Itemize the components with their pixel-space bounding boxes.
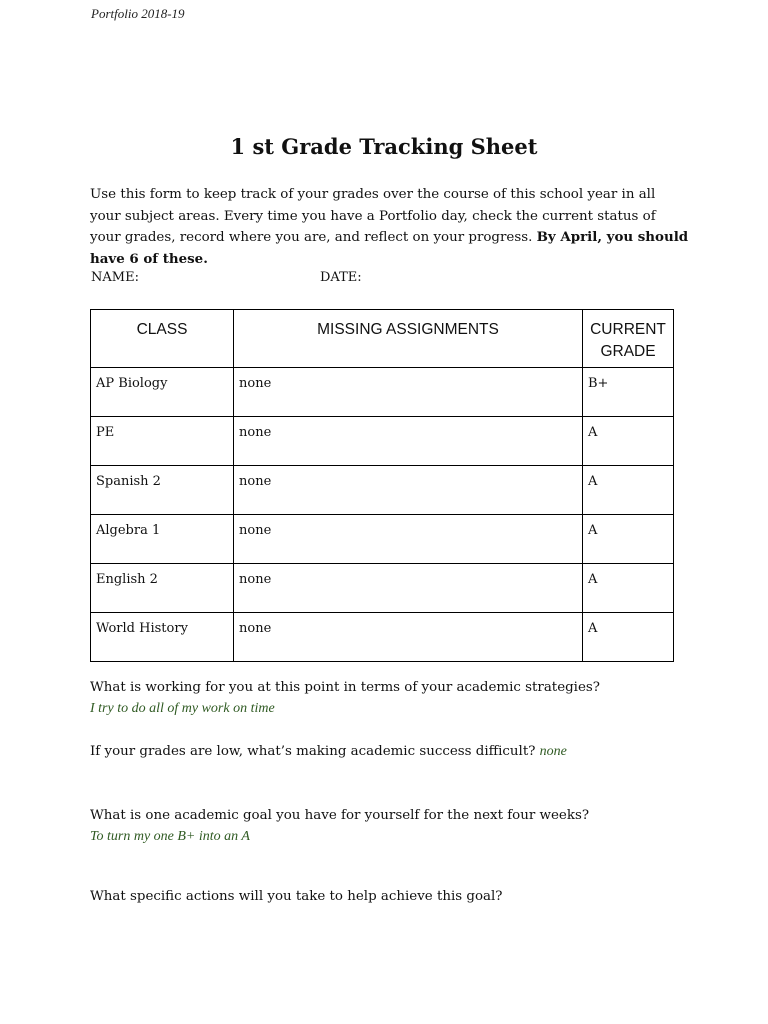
class-cell: AP Biology (91, 368, 234, 417)
missing-cell: none (234, 515, 583, 564)
answer-text: To turn my one B+ into an A (90, 829, 250, 844)
question-text: What is working for you at this point in terms of your academic strategies? (90, 680, 600, 695)
page-title: 1 st Grade Tracking Sheet (230, 134, 538, 159)
class-cell: PE (91, 417, 234, 466)
class-cell: Algebra 1 (91, 515, 234, 564)
missing-cell: none (234, 564, 583, 613)
missing-cell: none (234, 613, 583, 662)
date-label: DATE: (320, 270, 362, 285)
header-note: Portfolio 2018-19 (91, 6, 185, 21)
question-text: What is one academic goal you have for yourself for the next four weeks? (90, 808, 589, 823)
table-row (91, 515, 674, 564)
table-row (91, 368, 674, 417)
name-label: NAME: (91, 270, 139, 285)
class-cell: World History (91, 613, 234, 662)
question-actions (90, 886, 502, 907)
table-row (91, 564, 674, 613)
question-text: What specific actions will you take to help achieve this goal? (90, 889, 503, 904)
grade-cell: A (583, 613, 674, 662)
question-goal (90, 805, 589, 847)
missing-cell: none (234, 368, 583, 417)
table-row (91, 417, 674, 466)
intro-text: Use this form to keep track of your grades over the course of this school year in all your subject areas. Every time you have a Portfolio day, check the current status of your grades, record where you are, and reflect on your progress. (90, 187, 656, 245)
missing-cell: none (234, 417, 583, 466)
grade-table (90, 309, 674, 662)
answer-text: none (539, 744, 567, 759)
table-row (91, 466, 674, 515)
column-header-grade: CURRENT GRADE (583, 310, 674, 368)
grade-cell: A (583, 515, 674, 564)
class-cell: English 2 (91, 564, 234, 613)
column-header-missing: MISSING ASSIGNMENTS (234, 310, 583, 368)
answer-text: I try to do all of my work on time (90, 701, 275, 716)
question-text: If your grades are low, what’s making academic success difficult? (90, 744, 536, 759)
missing-cell: none (234, 466, 583, 515)
class-cell: Spanish 2 (91, 466, 234, 515)
question-difficulty (90, 741, 567, 762)
intro-paragraph (90, 184, 690, 270)
grade-cell: A (583, 564, 674, 613)
column-header-class: CLASS (91, 310, 234, 368)
grade-cell: A (583, 417, 674, 466)
table-header-row (91, 310, 674, 368)
table-row (91, 613, 674, 662)
grade-cell: A (583, 466, 674, 515)
grade-cell: B+ (583, 368, 674, 417)
question-strategies (90, 677, 600, 719)
intro-bold-text: By April, you should have 6 of these. (90, 229, 689, 267)
